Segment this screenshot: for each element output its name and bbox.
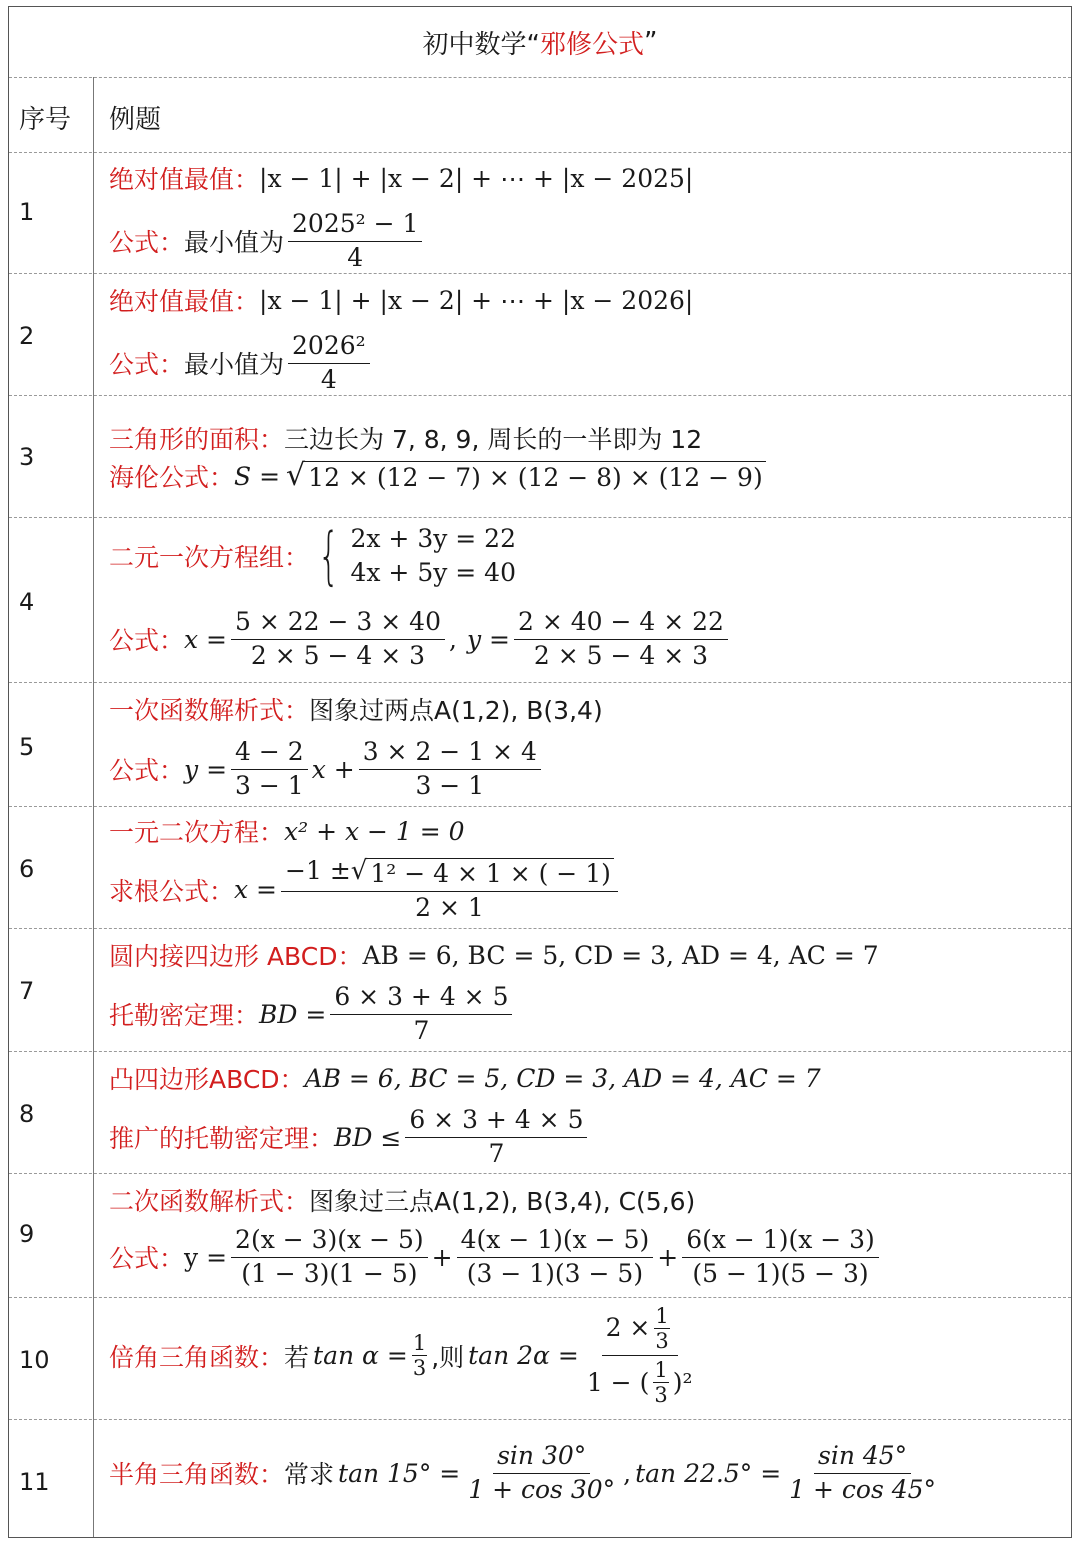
row-index: 6	[19, 855, 35, 883]
row-formula	[109, 1106, 591, 1169]
formula-lhs: y =	[466, 624, 510, 654]
fraction: $\frac{2(x - 3)(x - 5)}{(1 - 3)(1 - 5)}$	[231, 1226, 428, 1289]
row-label: 一次函数解析式：	[109, 696, 310, 725]
fraction: $\frac{\text{2025² − 1}}{4}$	[288, 210, 422, 273]
table-row	[9, 683, 1071, 807]
row-problem	[109, 420, 702, 456]
problem-expr: AB = 6, BC = 5, CD = 3, AD = 4, AC = 7	[304, 1063, 821, 1093]
row-index: 7	[19, 977, 35, 1005]
equation-system: { 2x + 3y = 22 4x + 5y = 40	[317, 518, 516, 592]
formula-lhs: BD ≤	[334, 1122, 402, 1152]
square-root: √ 12 × (12 − 7) × (12 − 8) × (12 − 9)	[286, 461, 766, 492]
row-formula: 公式： y = $\frac{4 - 2}{3 - 1}$ x + $\frac{3 \times 2 - 1 \times 4}{3 - 1}$	[109, 738, 545, 801]
row-label: 倍角三角函数：	[109, 1342, 285, 1372]
title-highlight: 邪修公式	[539, 29, 644, 60]
table-row	[9, 152, 1071, 274]
table-row	[9, 1174, 1071, 1298]
square-root: √ 1² − 4 × 1 × ( − 1)	[351, 858, 614, 889]
row-problem	[109, 282, 693, 318]
table-row	[9, 1298, 1071, 1420]
formula-text: 最小值为	[184, 350, 285, 380]
header-example: 例题	[109, 105, 162, 135]
row-label: 圆内接四边形 ABCD：	[109, 942, 363, 971]
row-formula: 公式： x = $\frac{5 \times 22 - 3 \times 40}{2 \times 5 - 4 \times 3}$ , y = $\frac{2 \times 40 - 4 \times 22}{2 \times 5 - 4 \times 3}$	[109, 608, 732, 671]
problem-expr: x² + x − 1 = 0	[284, 816, 465, 846]
row-index: 8	[19, 1100, 35, 1128]
problem-expr: AB = 6, BC = 5, CD = 3, AD = 4, AC = 7	[362, 940, 879, 970]
table-row	[9, 1420, 1071, 1537]
table-row	[9, 396, 1071, 518]
row-label: 绝对值最值：	[109, 165, 260, 194]
row-formula	[109, 210, 426, 273]
row-formula	[109, 857, 622, 923]
fraction: $\frac{5 \times 22 - 3 \times 40}{2 \times 5 - 4 \times 3}$	[231, 608, 445, 671]
table-row	[9, 1052, 1071, 1174]
fraction: $\frac{1}{3}$	[412, 1331, 427, 1381]
formula-label: 公式：	[109, 756, 185, 786]
problem-text: 三边长为 7, 8, 9, 周长的一半即为 12	[284, 425, 703, 454]
formula-lhs: BD =	[259, 999, 327, 1029]
row-index: 10	[19, 1346, 50, 1374]
fraction: $\frac{3 \times 2 - 1 \times 4}{3 - 1}$	[359, 738, 541, 801]
title-prefix: 初中数学“	[422, 29, 540, 60]
problem-expr: |x − 1| + |x − 2| + ⋯ + |x − 2026|	[259, 285, 694, 315]
formula-label: 海伦公式：	[109, 463, 235, 492]
formula-lhs: y =	[184, 754, 228, 784]
fraction: $\frac{6 \times 3 + 4 \times 5}{7}$	[330, 983, 512, 1046]
table-header	[9, 77, 1071, 153]
row-index: 11	[19, 1468, 50, 1496]
row-index: 1	[19, 198, 35, 226]
page-title	[9, 7, 1071, 78]
fraction: −1 ± √ 1² − 4 × 1 × ( − 1) 2 × 1	[281, 857, 618, 923]
row-problem	[109, 937, 879, 973]
row-index: 2	[19, 322, 35, 350]
formula-label: 公式：	[109, 228, 185, 258]
row-label: 半角三角函数：	[109, 1460, 285, 1490]
row-label: 一元二次方程：	[109, 818, 285, 847]
row-formula: 公式： y = $\frac{2(x - 3)(x - 5)}{(1 - 3)(1 - 5)}$ + $\frac{4(x - 1)(x - 5)}{(3 - 1)(3 - 5)}$ + $\frac{6(x - 1)(x - 3)}{(5 - 1)(5 - 3)}$	[109, 1226, 883, 1289]
row-index: 9	[19, 1220, 35, 1248]
row-problem	[109, 160, 693, 196]
table-row	[9, 518, 1071, 683]
formula-lhs: x =	[234, 875, 278, 905]
formula-lhs: x =	[184, 624, 228, 654]
formula-sheet	[8, 6, 1072, 1538]
row-formula: 半角三角函数： 常求 tan 15° = $\frac{\sin 30^\circ}{1 + \cos 30^\circ}$ , tan 22.5° = $\frac{\sin 45^\circ}{1 + \cos 45^\circ}$	[109, 1442, 944, 1505]
equation-2: 4x + 5y = 40	[350, 557, 516, 587]
formula-text: 最小值为	[184, 228, 285, 258]
table-row	[9, 929, 1071, 1052]
table-row	[9, 274, 1071, 396]
table-row	[9, 807, 1071, 929]
problem-text: 图象过两点A(1,2), B(3,4)	[309, 696, 603, 725]
row-problem	[109, 518, 516, 592]
formula-label: 推广的托勒密定理：	[109, 1124, 335, 1154]
formula-lhs: y =	[184, 1242, 228, 1272]
fraction: $\frac{\text{2026²}}{4}$	[288, 332, 370, 395]
fraction: $\frac{\sin 30^\circ}{1 + \cos 30^\circ}$	[468, 1441, 616, 1504]
row-label: 凸四边形ABCD：	[109, 1065, 305, 1094]
row-label: 三角形的面积：	[109, 425, 285, 454]
fraction: $\frac{\sin 45^\circ}{1 + \cos 45^\circ}$	[789, 1441, 937, 1504]
problem-text: 图象过三点A(1,2), B(3,4), C(5,6)	[309, 1187, 696, 1216]
formula-label: 公式：	[109, 626, 185, 656]
formula-lhs: S =	[234, 461, 281, 491]
row-index: 4	[19, 588, 35, 616]
fraction: $\frac{6 \times 3 + 4 \times 5}{7}$	[405, 1106, 587, 1169]
title-suffix: ”	[644, 27, 658, 57]
fraction: $\frac{4 - 2}{3 - 1}$	[231, 738, 308, 801]
header-index: 序号	[19, 105, 72, 135]
row-problem	[109, 691, 603, 727]
formula-label: 公式：	[109, 350, 185, 380]
row-label: 二元一次方程组：	[109, 542, 310, 572]
fraction: $\frac{4(x - 1)(x - 5)}{(3 - 1)(3 - 5)}$	[457, 1226, 654, 1289]
problem-expr: |x − 1| + |x − 2| + ⋯ + |x − 2025|	[259, 163, 694, 193]
formula-label: 求根公式：	[109, 876, 235, 906]
row-index: 5	[19, 733, 35, 761]
equation-1: 2x + 3y = 22	[350, 524, 516, 553]
fraction: $\frac{2 \times 40 - 4 \times 22}{2 \times 5 - 4 \times 3}$	[514, 608, 728, 671]
row-problem	[109, 1182, 695, 1218]
formula-label: 托勒密定理：	[109, 1001, 260, 1031]
row-index: 3	[19, 443, 35, 471]
row-label: 绝对值最值：	[109, 287, 260, 316]
row-label: 二次函数解析式：	[109, 1187, 310, 1216]
row-formula	[109, 458, 766, 494]
formula-label: 公式：	[109, 1244, 185, 1274]
row-formula	[109, 332, 374, 395]
fraction: 2 × $\frac{1}{3}$ 1 − ( $\frac{1}{3}$ )²	[586, 1304, 693, 1408]
row-problem	[109, 1060, 821, 1096]
fraction: $\frac{6(x - 1)(x - 3)}{(5 - 1)(5 - 3)}$	[682, 1226, 879, 1289]
row-formula: 倍角三角函数： 若 tan α = $\frac{1}{3}$ ,则 tan 2α = 2 × $\frac{1}{3}$ 1 − ( $\frac{1}{3}$ )²	[109, 1304, 700, 1408]
row-formula	[109, 983, 516, 1046]
row-problem	[109, 813, 465, 849]
